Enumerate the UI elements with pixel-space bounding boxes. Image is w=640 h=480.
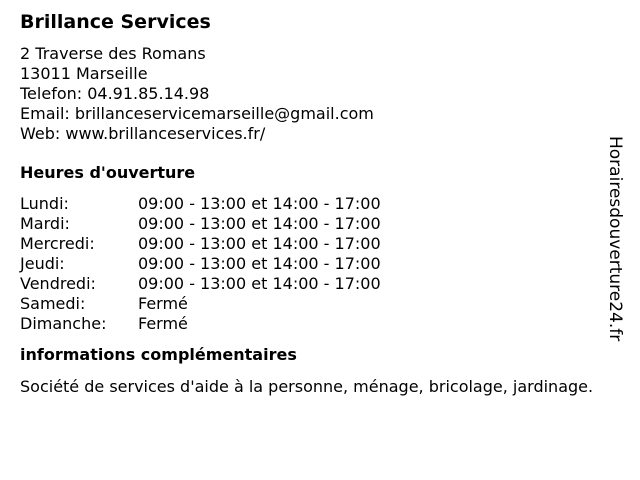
business-card bbox=[20, 10, 600, 397]
hours-day: Jeudi: bbox=[20, 254, 65, 273]
hours-time: Fermé bbox=[138, 294, 188, 313]
hours-row-sunday bbox=[20, 314, 600, 334]
hours-row-tuesday bbox=[20, 214, 600, 234]
hours-time: 09:00 - 13:00 et 14:00 - 17:00 bbox=[138, 194, 381, 213]
opening-hours-heading: Heures d'ouverture bbox=[20, 163, 196, 182]
hours-day: Dimanche: bbox=[20, 314, 107, 333]
hours-day: Vendredi: bbox=[20, 274, 96, 293]
phone-number: Telefon: 04.91.85.14.98 bbox=[20, 84, 210, 103]
hours-day: Mardi: bbox=[20, 214, 70, 233]
city-postal: 13011 Marseille bbox=[20, 64, 148, 83]
hours-time: 09:00 - 13:00 et 14:00 - 17:00 bbox=[138, 274, 381, 293]
hours-row-thursday bbox=[20, 254, 600, 274]
website: Web: www.brillanceservices.fr/ bbox=[20, 124, 266, 143]
hours-day: Lundi: bbox=[20, 194, 69, 213]
hours-row-saturday bbox=[20, 294, 600, 314]
hours-time: Fermé bbox=[138, 314, 188, 333]
contact-block bbox=[20, 44, 600, 144]
hours-time: 09:00 - 13:00 et 14:00 - 17:00 bbox=[138, 234, 381, 253]
hours-day: Mercredi: bbox=[20, 234, 95, 253]
email-address: Email: brillanceservicemarseille@gmail.com bbox=[20, 104, 374, 123]
street-address: 2 Traverse des Romans bbox=[20, 44, 206, 63]
business-name: Brillance Services bbox=[20, 11, 211, 33]
hours-row-wednesday bbox=[20, 234, 600, 254]
opening-hours-table bbox=[20, 194, 600, 334]
hours-row-monday bbox=[20, 194, 600, 214]
hours-time: 09:00 - 13:00 et 14:00 - 17:00 bbox=[138, 214, 381, 233]
hours-day: Samedi: bbox=[20, 294, 86, 313]
site-watermark-label: Horairesdouverture24.fr bbox=[605, 136, 625, 342]
hours-time: 09:00 - 13:00 et 14:00 - 17:00 bbox=[138, 254, 381, 273]
additional-info-heading: informations complémentaires bbox=[20, 345, 297, 364]
hours-row-friday bbox=[20, 274, 600, 294]
business-description: Société de services d'aide à la personne, ménage, bricolage, jardinage. bbox=[20, 377, 594, 396]
